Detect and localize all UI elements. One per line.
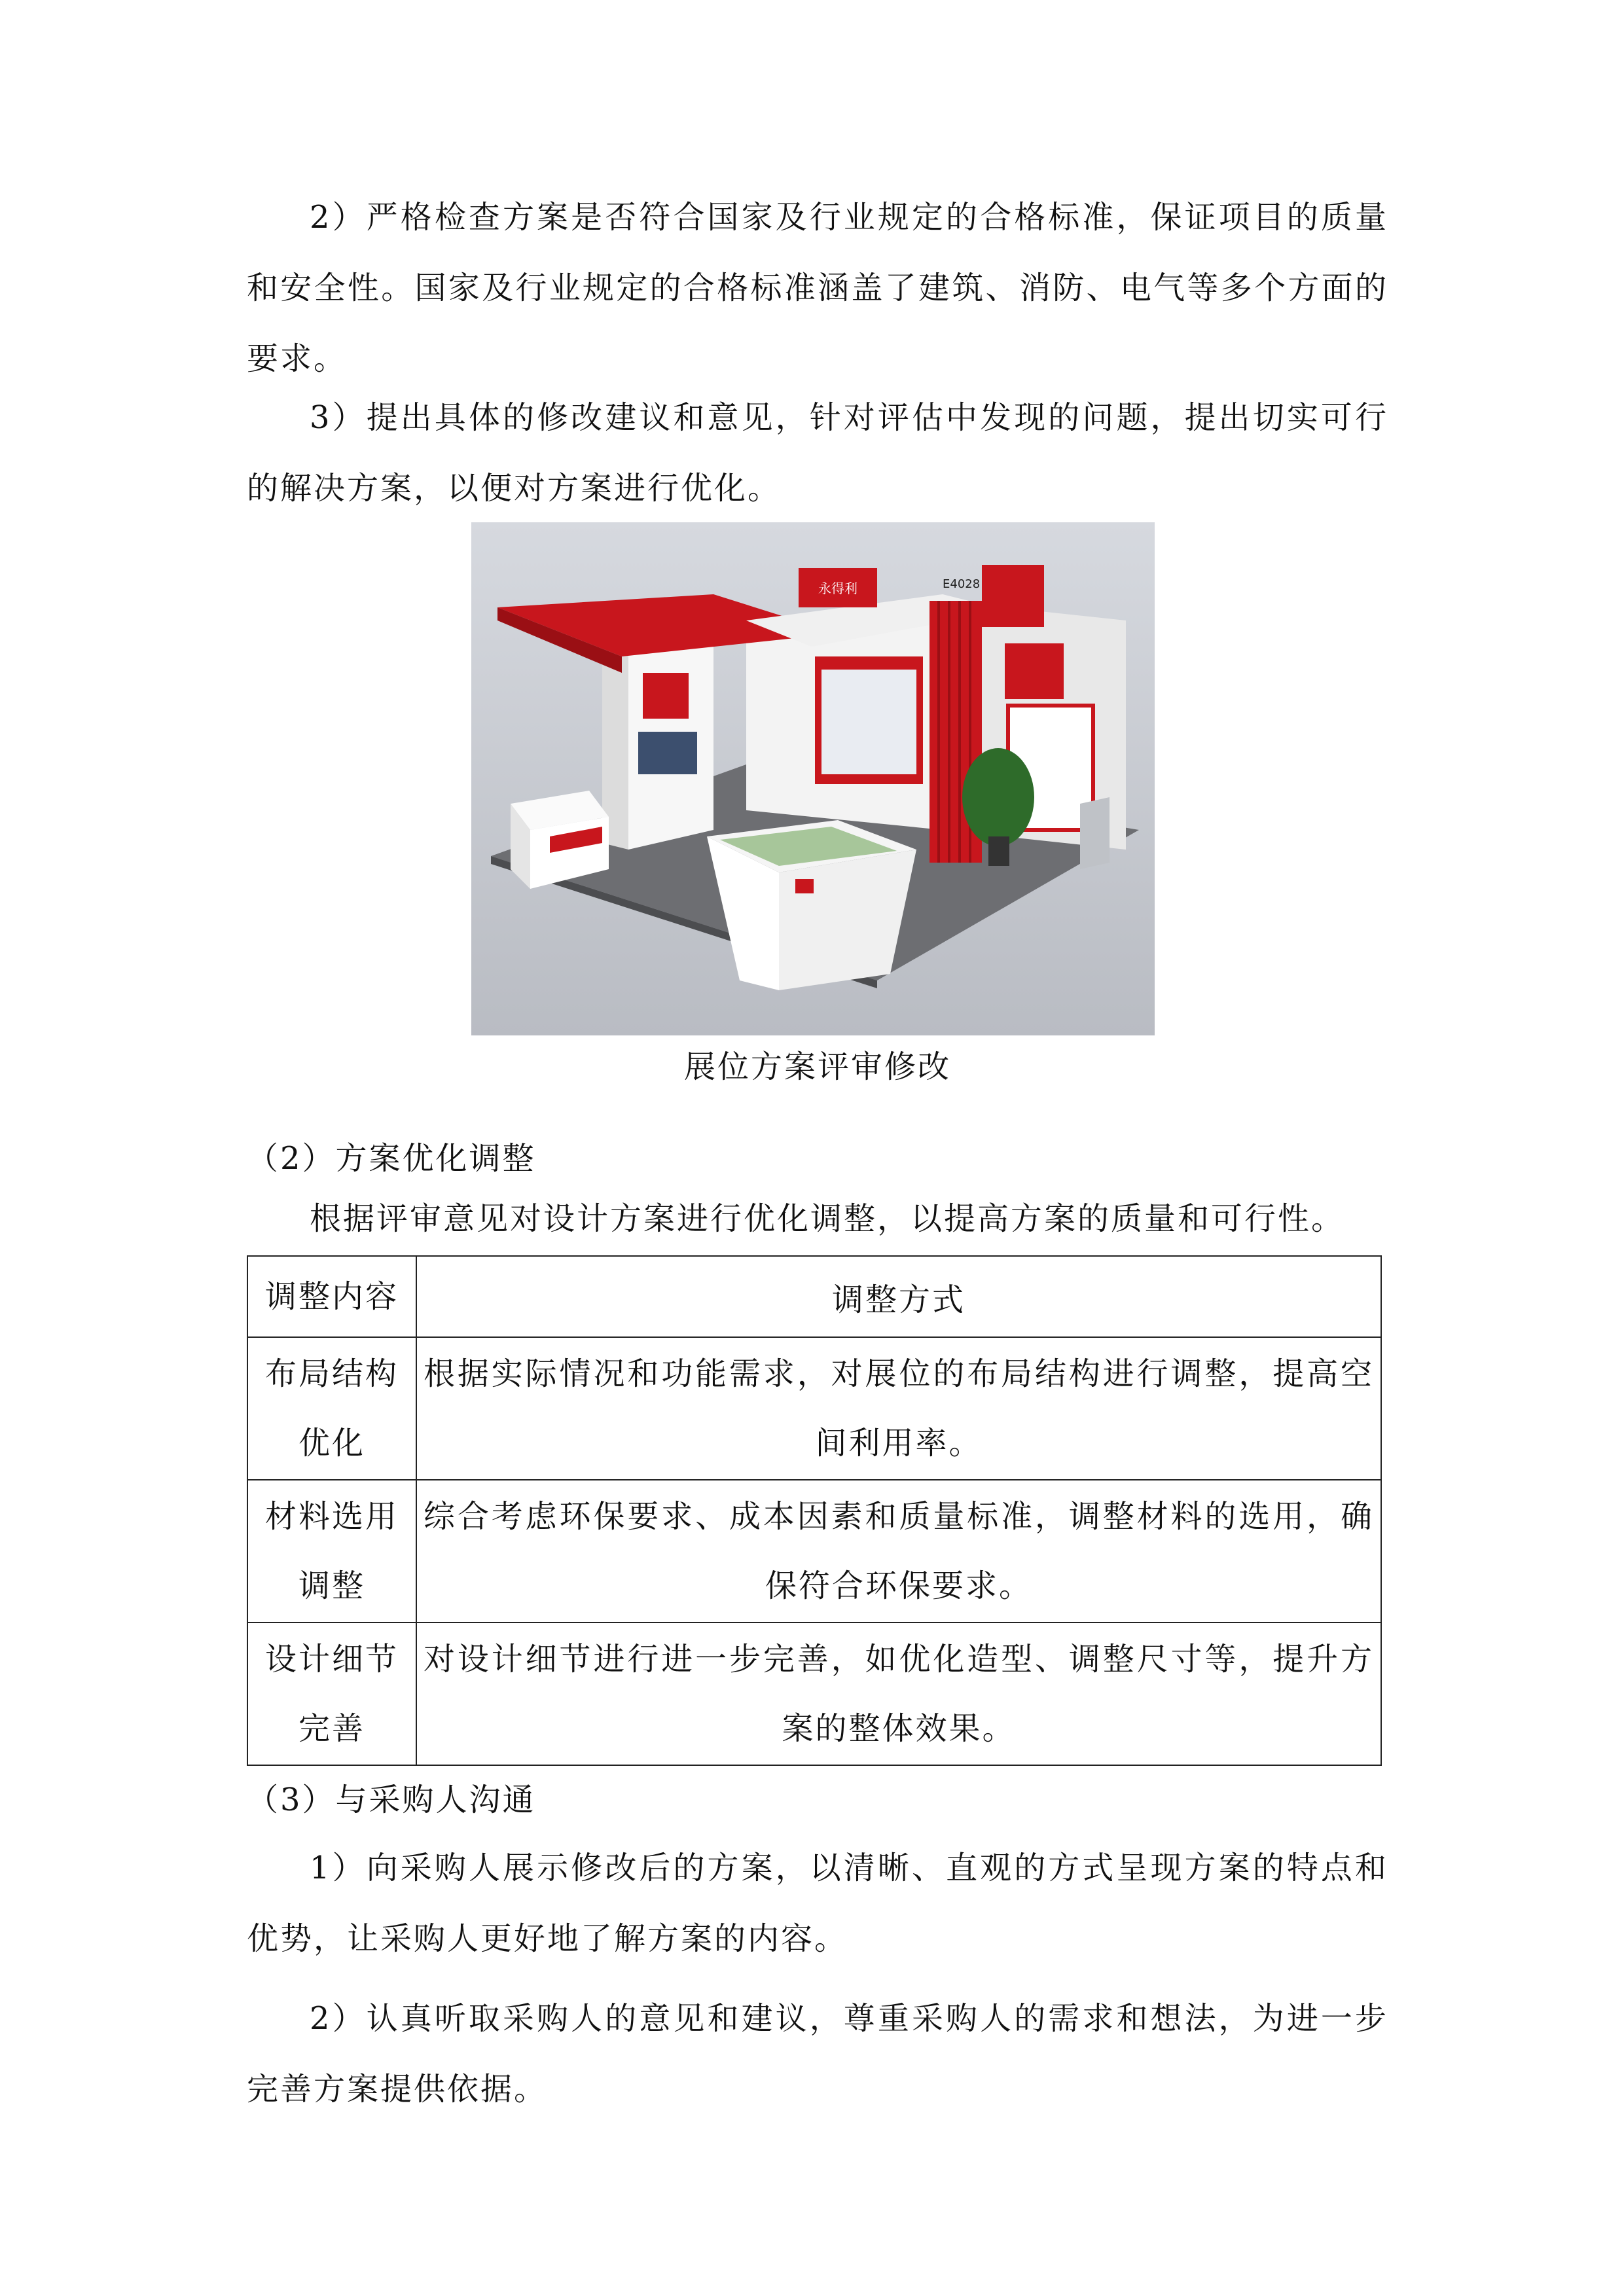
booth-design-image <box>471 522 1155 1035</box>
paragraph-optimization-intro: 根据评审意见对设计方案进行优化调整，以提高方案的质量和可行性。 <box>310 1200 1345 1237</box>
pillar-screen <box>638 732 697 774</box>
table-cell-method: 综合考虑环保要求、成本因素和质量标准，调整材料的选用，确保符合环保要求。 <box>416 1480 1381 1623</box>
table-row <box>247 1337 1381 1480</box>
pillar-logo <box>643 673 689 719</box>
section-2-heading: （2）方案优化调整 <box>247 1140 536 1177</box>
table-cell-method: 根据实际情况和功能需求，对展位的布局结构进行调整，提高空间利用率。 <box>416 1337 1381 1480</box>
brochure-stand <box>1080 797 1110 869</box>
figure-caption: 展位方案评审修改 <box>683 1049 951 1085</box>
booth-rendering <box>471 522 1155 1035</box>
table-header-method: 调整方式 <box>416 1256 1381 1337</box>
brand-label: 永得利 <box>818 581 857 596</box>
table-row <box>247 1480 1381 1623</box>
paragraph-listen-feedback: 2）认真听取采购人的意见和建议，尊重采购人的需求和想法，为进一步完善方案提供依据。 <box>247 2000 1388 2108</box>
table-cell-item: 材料选用调整 <box>247 1480 416 1623</box>
table-row <box>247 1623 1381 1765</box>
adjustment-table <box>247 1255 1382 1766</box>
map-poster <box>821 670 916 774</box>
booth-number: E4028 <box>943 577 981 591</box>
section-3-heading: （3）与采购人沟通 <box>247 1782 536 1818</box>
paragraph-revision-suggestions: 3）提出具体的修改建议和意见，针对评估中发现的问题，提出切实可行的解决方案，以便对方案进行优化。 <box>247 399 1388 507</box>
paragraph-standards-check: 2）严格检查方案是否符合国家及行业规定的合格标准，保证项目的质量和安全性。国家及行业规定的合格标准涵盖了建筑、消防、电气等多个方面的要求。 <box>247 199 1388 377</box>
table-cell-item: 设计细节完善 <box>247 1623 416 1765</box>
paragraph-present-plan: 1）向采购人展示修改后的方案，以清晰、直观的方式呈现方案的特点和优势，让采购人更好地了解方案的内容。 <box>247 1850 1388 1957</box>
table-header-row <box>247 1256 1381 1337</box>
table-cell-item: 布局结构优化 <box>247 1337 416 1480</box>
model-display-table <box>707 820 916 990</box>
table-header-item: 调整内容 <box>247 1256 416 1337</box>
table-cell-method: 对设计细节进行进一步完善，如优化造型、调整尺寸等，提升方案的整体效果。 <box>416 1623 1381 1765</box>
logo-board-right <box>982 565 1044 627</box>
